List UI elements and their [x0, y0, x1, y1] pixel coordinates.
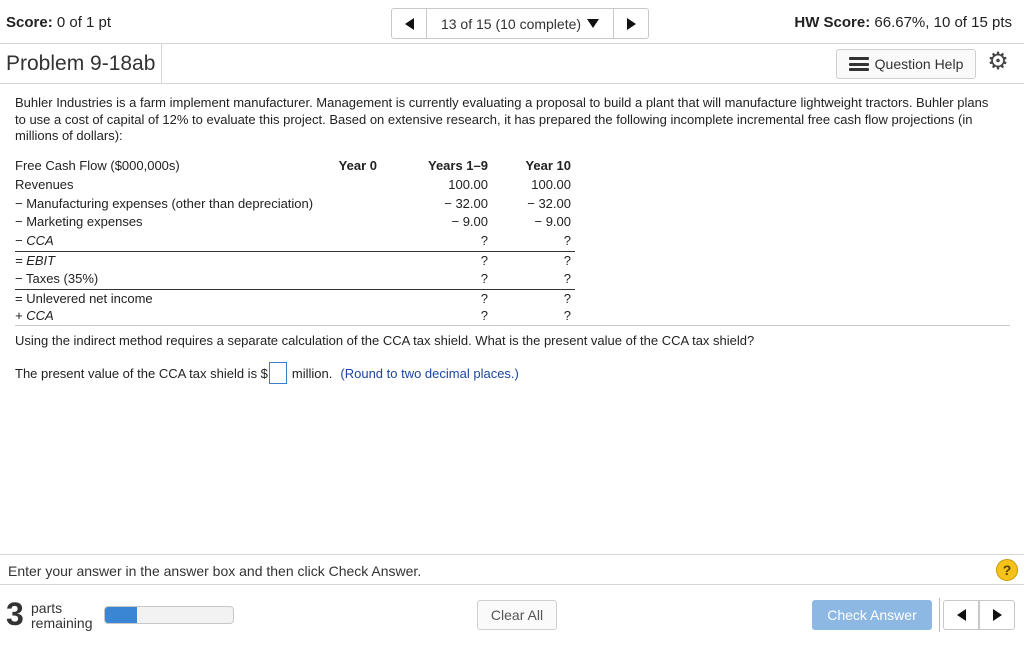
- score-label: Score:: [6, 14, 53, 31]
- next-question-button[interactable]: [979, 600, 1015, 630]
- parts-remaining-count: 3: [6, 596, 24, 632]
- table-row: [15, 289, 575, 308]
- cell-year10: ?: [563, 233, 571, 249]
- cell-years1-9: ?: [480, 252, 488, 268]
- instruction-text: Enter your answer in the answer box and then click Check Answer.: [8, 563, 422, 579]
- table-row: [15, 270, 575, 289]
- answer-suffix: million.: [291, 365, 333, 381]
- caret-down-icon: [587, 19, 599, 28]
- parts-remaining-label: [31, 601, 92, 631]
- answer-prefix: The present value of the CCA tax shield is $: [15, 365, 268, 381]
- table-row: [15, 195, 575, 214]
- row-label: = Unlevered net income: [15, 290, 153, 306]
- next-question-button[interactable]: [613, 8, 649, 39]
- row-label: − Taxes (35%): [15, 270, 99, 286]
- parts-label-line2: remaining: [31, 615, 93, 631]
- table-row: [15, 232, 575, 251]
- row-label: Revenues: [15, 176, 74, 192]
- arrow-right-icon: [627, 18, 636, 30]
- row-label: − Manufacturing expenses (other than depreciation): [15, 195, 314, 211]
- cell-year10: ?: [563, 290, 571, 306]
- list-icon: [849, 57, 869, 71]
- parts-label-line1: parts: [31, 600, 63, 616]
- arrow-right-icon: [993, 609, 1002, 621]
- col-header-year10: Year 10: [525, 158, 571, 173]
- question-help-button[interactable]: [836, 49, 976, 79]
- cell-years1-9: 100.00: [448, 176, 488, 192]
- answer-line: [15, 362, 519, 384]
- footer-bar: [0, 586, 1024, 645]
- score-display: [6, 14, 111, 31]
- hw-score-display: [794, 14, 1012, 31]
- problem-title: Problem 9-18ab: [0, 44, 162, 84]
- progress-fill: [105, 607, 137, 623]
- cell-years1-9: − 32.00: [444, 195, 488, 211]
- problem-content: [15, 95, 990, 145]
- cell-years1-9: ?: [480, 270, 488, 286]
- cell-years1-9: ?: [480, 233, 488, 249]
- row-label: + CCA: [15, 308, 54, 324]
- hw-score-label: HW Score:: [794, 14, 871, 31]
- instruction-bar: [0, 554, 1024, 585]
- question-status: 13 of 15 (10 complete): [440, 15, 582, 32]
- col-header-years1-9: Years 1–9: [427, 158, 488, 173]
- table-row: [15, 307, 575, 326]
- cell-years1-9: − 9.00: [451, 214, 488, 230]
- problem-intro: Buhler Industries is a farm implement manufacturer. Management is currently evaluating a proposal to build a plant that will manufacture lightweight tractors. Buhler plans to use a cost of capital of 12% to evaluate this project. Based on extensive research, it has prepared the following incomplete incremental free cash flow projections (in millions of dollars):: [15, 95, 989, 143]
- hw-score-value: 66.67%, 10 of 15 pts: [874, 14, 1012, 31]
- rounding-hint: (Round to two decimal places.): [340, 365, 519, 381]
- cash-flow-table: [15, 157, 575, 326]
- table-row: [15, 251, 575, 270]
- table-row: [15, 213, 575, 232]
- gear-icon[interactable]: ⚙: [987, 48, 1009, 75]
- table-header-label: Free Cash Flow ($000,000s): [15, 158, 180, 173]
- row-label: = EBIT: [15, 252, 56, 268]
- divider: [939, 598, 940, 632]
- check-answer-button[interactable]: Check Answer: [812, 600, 932, 630]
- problem-title-bar: [0, 44, 1024, 84]
- question-help-label: Question Help: [874, 56, 964, 72]
- col-header-year0: Year 0: [338, 158, 377, 173]
- table-row: [15, 176, 575, 195]
- cell-years1-9: ?: [480, 290, 488, 306]
- table-header: [15, 157, 575, 176]
- cell-year10: − 9.00: [534, 214, 571, 230]
- help-icon[interactable]: ?: [996, 559, 1018, 581]
- question-text: Using the indirect method requires a separate calculation of the CCA tax shield. What is the present value of the CCA tax shield?: [15, 333, 755, 348]
- arrow-left-icon: [957, 609, 966, 621]
- row-label: − Marketing expenses: [15, 214, 143, 230]
- cell-year10: ?: [563, 308, 571, 324]
- previous-question-button[interactable]: [391, 8, 427, 39]
- cell-year10: ?: [563, 270, 571, 286]
- footer-navigator: [943, 600, 1015, 630]
- row-label: − CCA: [15, 233, 54, 249]
- cell-year10: − 32.00: [527, 195, 571, 211]
- cell-year10: ?: [563, 252, 571, 268]
- answer-input[interactable]: [269, 362, 287, 384]
- clear-all-button[interactable]: Clear All: [477, 600, 557, 630]
- question-selector-dropdown[interactable]: [427, 8, 613, 39]
- top-bar: [0, 0, 1024, 44]
- score-value: 0 of 1 pt: [56, 14, 112, 31]
- question-navigator: [391, 8, 649, 39]
- arrow-left-icon: [405, 18, 414, 30]
- cell-year10: 100.00: [531, 176, 571, 192]
- divider: [15, 325, 1010, 326]
- previous-question-button[interactable]: [943, 600, 979, 630]
- cell-years1-9: ?: [480, 308, 488, 324]
- progress-bar: [104, 606, 234, 624]
